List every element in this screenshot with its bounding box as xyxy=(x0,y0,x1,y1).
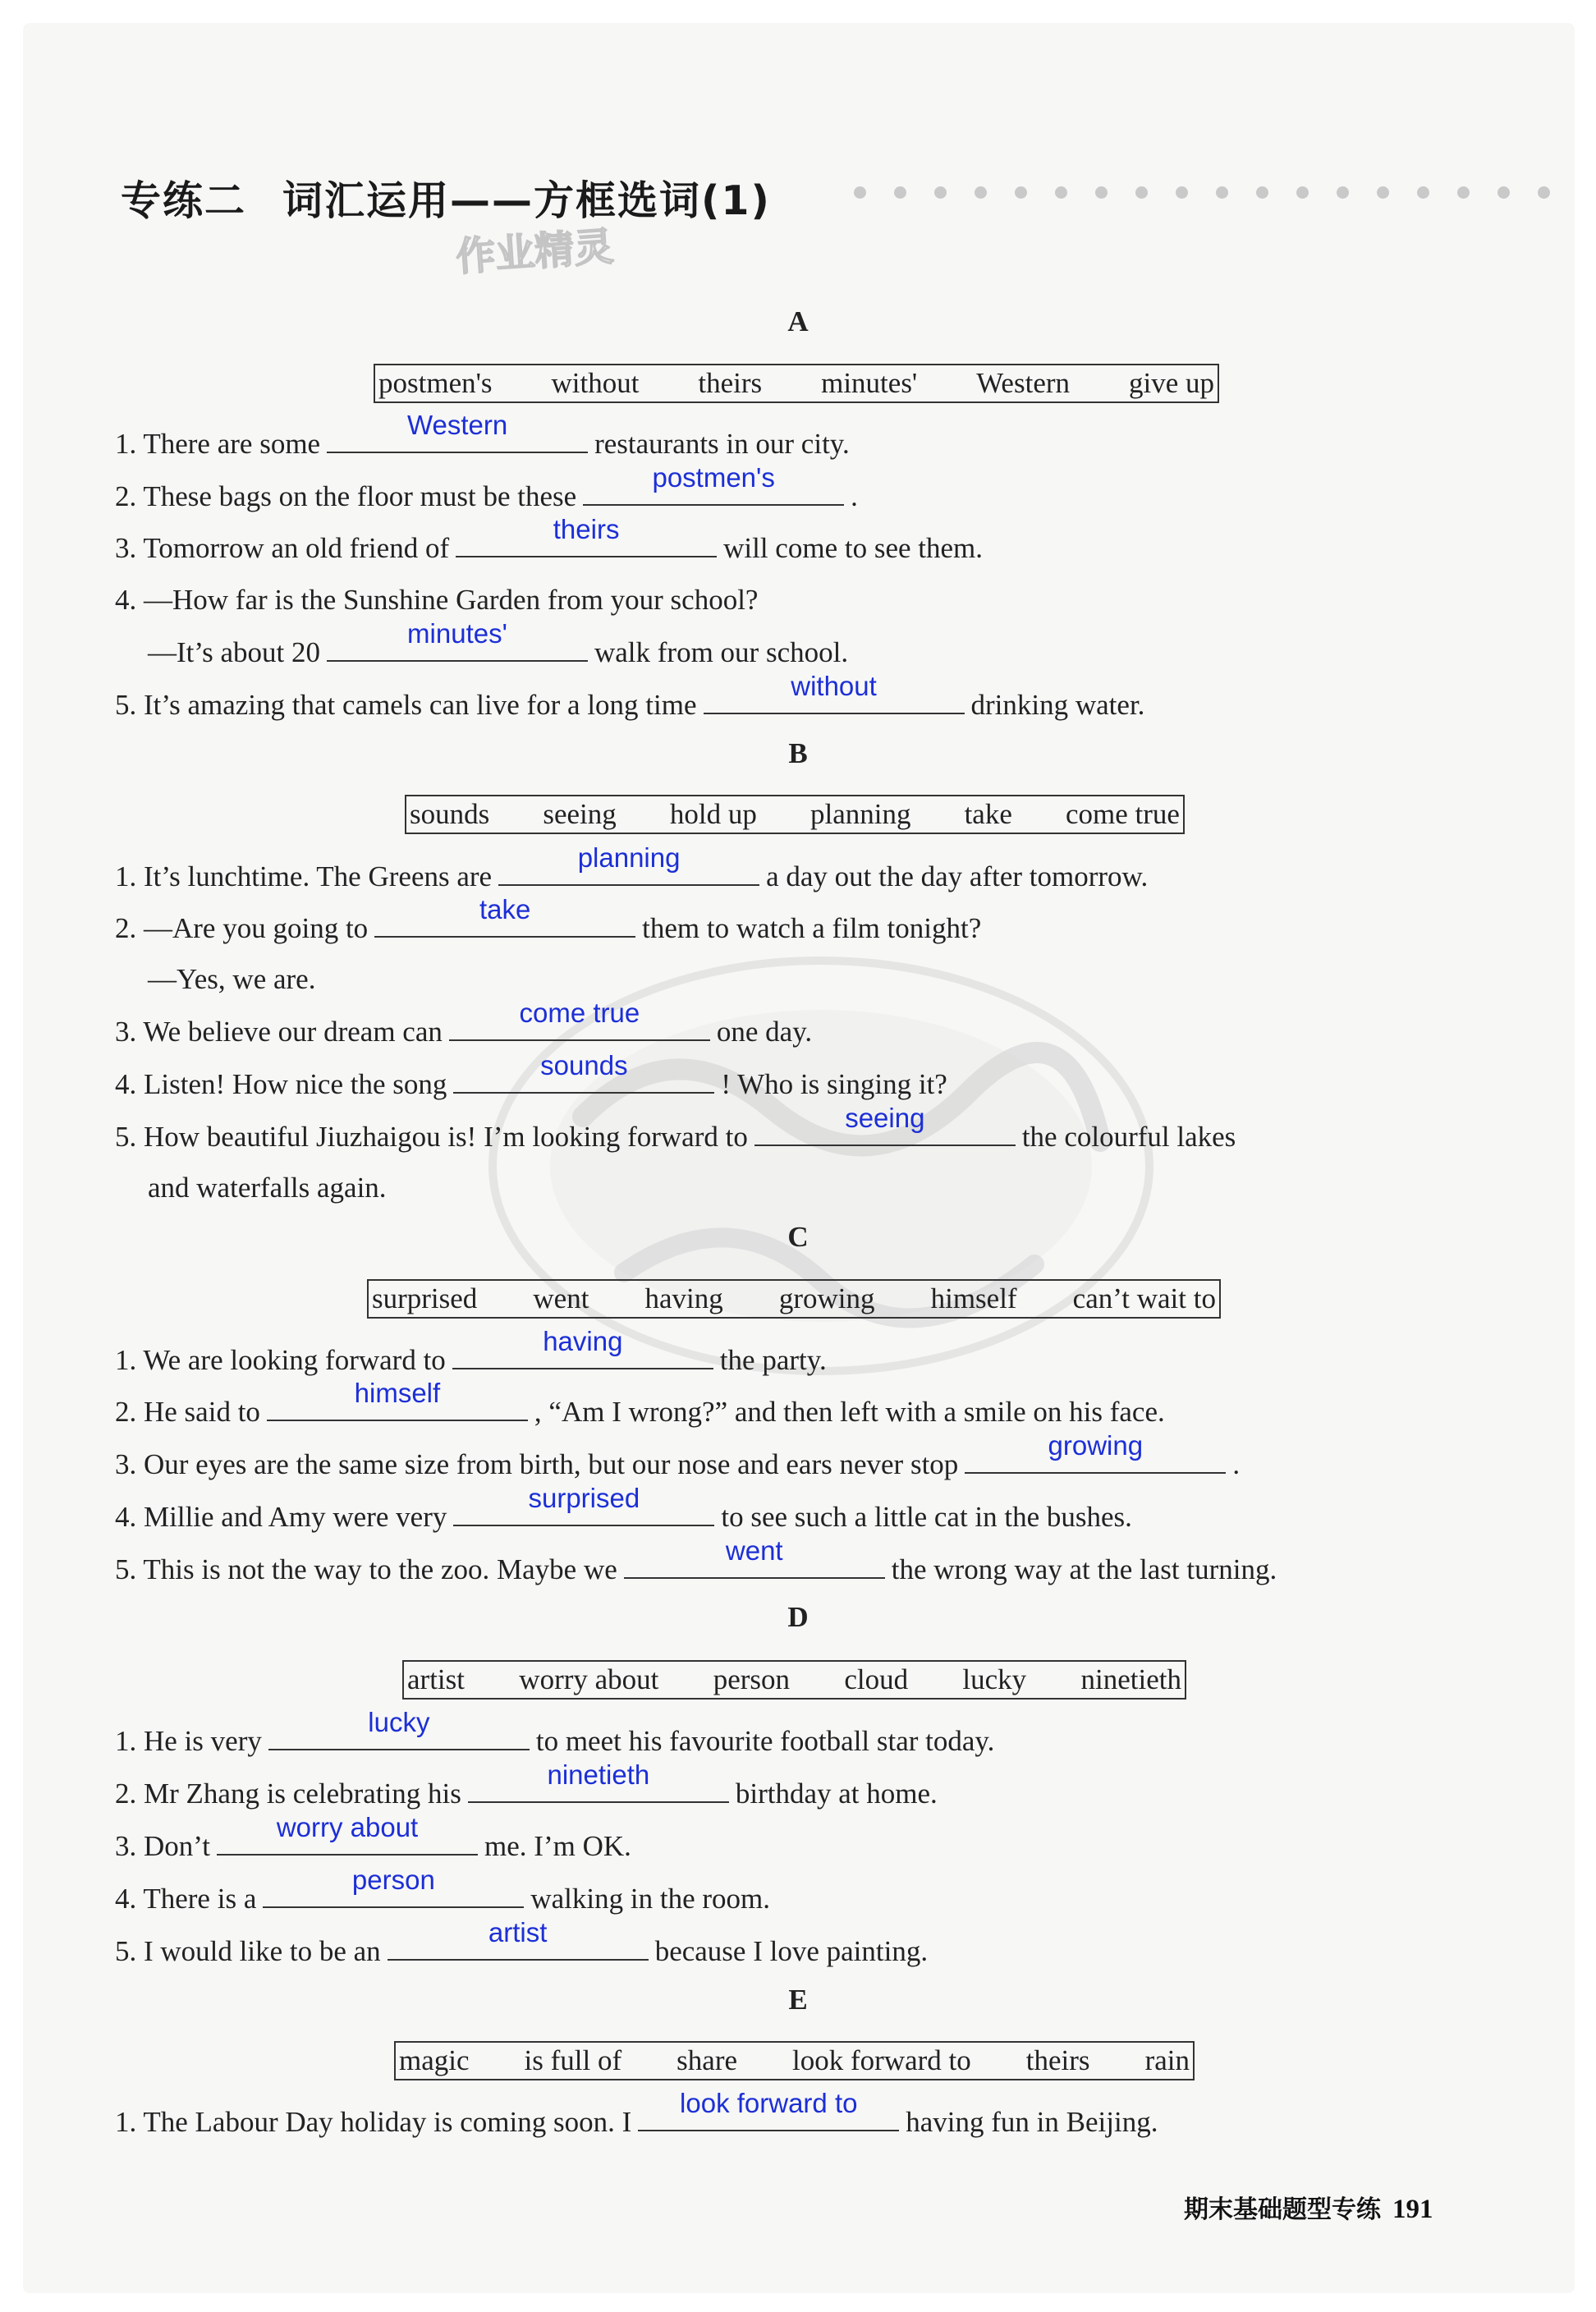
word-chip: hold up xyxy=(669,798,757,830)
word-chip: surprised xyxy=(372,1282,478,1314)
answer-blank[interactable] xyxy=(456,514,717,557)
word-chip: artist xyxy=(407,1663,465,1695)
word-chip: without xyxy=(551,367,640,399)
handwritten-answer: himself xyxy=(354,1378,441,1408)
handwritten-answer: worry about xyxy=(276,1812,419,1842)
word-chip: ninetieth xyxy=(1080,1663,1181,1695)
answer-blank[interactable] xyxy=(754,1103,1016,1146)
section-d-label: D xyxy=(787,1601,809,1633)
handwritten-answer: look forward to xyxy=(680,2088,858,2118)
section-b-wordbox xyxy=(405,795,1185,834)
word-chip: give up xyxy=(1128,367,1214,399)
section-e-wordbox xyxy=(394,2041,1195,2080)
question-a2: 2. These bags on the floor must be these postmen's . xyxy=(115,476,858,516)
question-e1: 1. The Labour Day holiday is coming soon. I look forward to having fun in Beijing. xyxy=(115,2102,1158,2142)
handwritten-answer: postmen's xyxy=(652,462,775,493)
answer-blank[interactable] xyxy=(268,1707,530,1750)
footer-text: 期末基础题型专练 xyxy=(1184,2195,1381,2224)
answer-blank[interactable] xyxy=(327,618,588,662)
section-e-label: E xyxy=(788,1984,808,2016)
handwritten-answer: without xyxy=(791,671,877,701)
question-b3: 3. We believe our dream can come true one day. xyxy=(115,1012,812,1052)
handwritten-answer: having xyxy=(543,1326,623,1356)
page-number: 191 xyxy=(1392,2195,1433,2224)
section-a-wordbox xyxy=(374,364,1219,403)
word-chip: minutes' xyxy=(821,367,918,399)
word-chip: postmen's xyxy=(378,367,493,399)
answer-blank[interactable] xyxy=(965,1430,1226,1474)
word-chip: take xyxy=(964,798,1012,830)
handwritten-answer: take xyxy=(479,894,531,924)
question-c4: 4. Millie and Amy were very surprised to see such a little cat in the bushes. xyxy=(115,1497,1132,1537)
title-part1: 专练二 xyxy=(121,177,247,224)
word-chip: cloud xyxy=(844,1663,909,1695)
question-c5: 5. This is not the way to the zoo. Maybe we went the wrong way at the last turning. xyxy=(115,1549,1277,1590)
answer-blank[interactable] xyxy=(267,1378,528,1421)
answer-blank[interactable] xyxy=(449,998,710,1041)
word-chip: is full of xyxy=(524,2044,622,2076)
question-a4-reply: —It’s about 20 minutes' walk from our school. xyxy=(148,632,848,672)
answer-blank[interactable] xyxy=(583,462,844,506)
question-d3: 3. Don’t worry about me. I’m OK. xyxy=(115,1826,631,1866)
question-d4: 4. There is a person walking in the room. xyxy=(115,1878,770,1919)
answer-blank[interactable] xyxy=(704,671,965,714)
word-chip: person xyxy=(713,1663,791,1695)
handwritten-answer: lucky xyxy=(368,1707,430,1737)
answer-blank[interactable] xyxy=(453,1050,714,1094)
word-chip: seeing xyxy=(543,798,617,830)
word-chip: worry about xyxy=(519,1663,659,1695)
question-a4: 4. —How far is the Sunshine Garden from your school? xyxy=(115,584,759,616)
handwritten-answer: seeing xyxy=(845,1103,925,1133)
word-chip: Western xyxy=(976,367,1071,399)
question-b4: 4. Listen! How nice the song sounds ! Who is singing it? xyxy=(115,1064,947,1104)
word-chip: come true xyxy=(1065,798,1180,830)
answer-blank[interactable] xyxy=(327,410,588,453)
question-d2: 2. Mr Zhang is celebrating his ninetieth birthday at home. xyxy=(115,1773,938,1814)
word-chip: lucky xyxy=(962,1663,1027,1695)
word-chip: can’t wait to xyxy=(1072,1282,1216,1314)
answer-blank[interactable] xyxy=(453,1483,714,1526)
handwritten-answer: person xyxy=(351,1865,435,1895)
page-footer xyxy=(1184,2189,1433,2225)
answer-blank[interactable] xyxy=(498,842,759,886)
question-c3: 3. Our eyes are the same size from birth, but our nose and ears never stop growing . xyxy=(115,1444,1240,1484)
word-chip: growing xyxy=(778,1282,875,1314)
word-chip: share xyxy=(676,2044,738,2076)
question-b5-cont: and waterfalls again. xyxy=(148,1172,387,1204)
word-chip: having xyxy=(644,1282,723,1314)
word-chip: theirs xyxy=(1025,2044,1090,2076)
section-d-wordbox xyxy=(402,1660,1186,1700)
answer-blank[interactable] xyxy=(638,2088,899,2131)
handwritten-answer: went xyxy=(725,1535,783,1566)
question-b5: 5. How beautiful Jiuzhaigou is! I’m looking forward to seeing the colourful lakes xyxy=(115,1117,1236,1157)
handwritten-answer: come true xyxy=(519,998,640,1028)
question-c2: 2. He said to himself , “Am I wrong?” and then left with a smile on his face. xyxy=(115,1392,1165,1432)
word-chip: planning xyxy=(809,798,911,830)
answer-blank[interactable] xyxy=(452,1326,713,1369)
watermark-text: 作业精灵 xyxy=(454,223,616,281)
section-c-wordbox xyxy=(367,1279,1221,1319)
word-chip: himself xyxy=(930,1282,1017,1314)
question-b2: 2. —Are you going to take them to watch a film tonight? xyxy=(115,908,981,948)
handwritten-answer: sounds xyxy=(540,1050,628,1080)
title-part2: 词汇运用——方框选词(1) xyxy=(282,177,771,224)
word-chip: look forward to xyxy=(792,2044,971,2076)
section-b-label: B xyxy=(788,737,808,769)
question-a3: 3. Tomorrow an old friend of theirs will come to see them. xyxy=(115,528,983,568)
handwritten-answer: theirs xyxy=(553,514,620,544)
word-chip: theirs xyxy=(698,367,763,399)
section-a-label: A xyxy=(787,305,809,337)
word-chip: magic xyxy=(399,2044,470,2076)
question-b2-reply: —Yes, we are. xyxy=(148,963,316,995)
handwritten-answer: minutes' xyxy=(407,618,507,649)
question-b1: 1. It’s lunchtime. The Greens are planning a day out the day after tomorrow. xyxy=(115,856,1148,897)
word-chip: rain xyxy=(1144,2044,1190,2076)
handwritten-answer: surprised xyxy=(528,1483,640,1513)
answer-blank[interactable] xyxy=(263,1865,524,1908)
answer-blank[interactable] xyxy=(217,1812,478,1856)
word-chip: sounds xyxy=(410,798,490,830)
handwritten-answer: artist xyxy=(488,1917,548,1947)
answer-blank[interactable] xyxy=(624,1535,885,1579)
answer-blank[interactable] xyxy=(388,1917,649,1961)
word-chip: went xyxy=(533,1282,589,1314)
question-d5: 5. I would like to be an artist because I love painting. xyxy=(115,1931,928,1971)
section-c-label: C xyxy=(787,1221,809,1253)
handwritten-answer: ninetieth xyxy=(547,1759,650,1790)
handwritten-answer: Western xyxy=(406,410,508,440)
handwritten-answer: growing xyxy=(1048,1430,1144,1461)
handwritten-answer: planning xyxy=(577,842,681,873)
question-c1: 1. We are looking forward to having the party. xyxy=(115,1340,827,1380)
answer-blank[interactable] xyxy=(374,894,635,938)
question-a5: 5. It’s amazing that camels can live for a long time without drinking water. xyxy=(115,685,1144,725)
answer-blank[interactable] xyxy=(468,1759,729,1803)
question-d1: 1. He is very lucky to meet his favourite football star today. xyxy=(115,1721,994,1761)
question-a1: 1. There are some Western restaurants in our city. xyxy=(115,424,850,464)
